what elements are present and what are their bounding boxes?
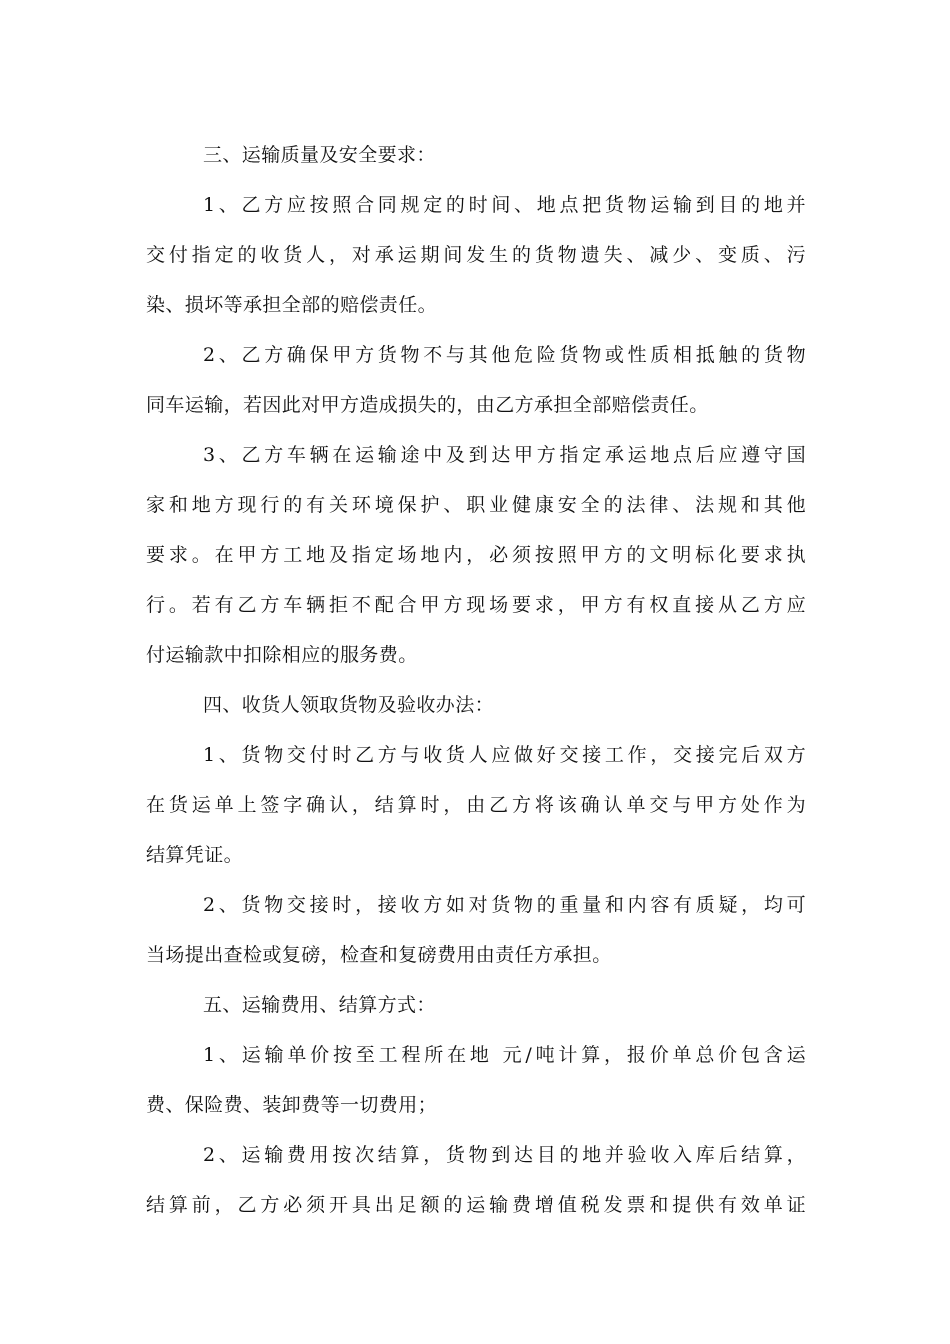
section-heading-3: 三、运输质量及安全要求： (203, 144, 436, 166)
paragraph-line: 1、乙方应按照合同规定的时间、地点把货物运输到目的地并 (203, 194, 806, 216)
paragraph-line: 2、乙方确保甲方货物不与其他危险货物或性质相抵触的货物 (203, 344, 806, 366)
paragraph-line: 当场提出查检或复磅，检查和复磅费用由责任方承担。 (146, 944, 612, 966)
paragraph-line: 染、损坏等承担全部的赔偿责任。 (146, 294, 438, 316)
paragraph-line: 结算前，乙方必须开具出足额的运输费增值税发票和提供有效单证 (146, 1194, 806, 1216)
paragraph-line: 1、运输单价按至工程所在地 元/吨计算，报价单总价包含运 (203, 1044, 806, 1066)
paragraph-line: 1、货物交付时乙方与收货人应做好交接工作，交接完后双方 (203, 744, 806, 766)
section-heading-4: 四、收货人领取货物及验收办法： (203, 694, 495, 716)
paragraph-line: 同车运输，若因此对甲方造成损失的，由乙方承担全部赔偿责任。 (146, 394, 709, 416)
paragraph-line: 2、运输费用按次结算，货物到达目的地并验收入库后结算， (203, 1144, 806, 1166)
paragraph-line: 在货运单上签字确认，结算时，由乙方将该确认单交与甲方处作为 (146, 794, 806, 816)
paragraph-line: 2、货物交接时，接收方如对货物的重量和内容有质疑，均可 (203, 894, 806, 916)
paragraph-line: 结算凭证。 (146, 844, 244, 866)
paragraph-line: 付运输款中扣除相应的服务费。 (146, 644, 418, 666)
paragraph-line: 3、乙方车辆在运输途中及到达甲方指定承运地点后应遵守国 (203, 444, 806, 466)
paragraph-line: 家和地方现行的有关环境保护、职业健康安全的法律、法规和其他 (146, 494, 806, 516)
document-body (146, 130, 806, 1230)
paragraph-line: 要求。在甲方工地及指定场地内，必须按照甲方的文明标化要求执 (146, 544, 806, 566)
paragraph-line: 交付指定的收货人，对承运期间发生的货物遗失、减少、变质、污 (146, 244, 806, 266)
paragraph-line: 费、保险费、装卸费等一切费用； (146, 1094, 438, 1116)
paragraph-line: 行。若有乙方车辆拒不配合甲方现场要求，甲方有权直接从乙方应 (146, 594, 806, 616)
section-heading-5: 五、运输费用、结算方式： (203, 994, 436, 1016)
